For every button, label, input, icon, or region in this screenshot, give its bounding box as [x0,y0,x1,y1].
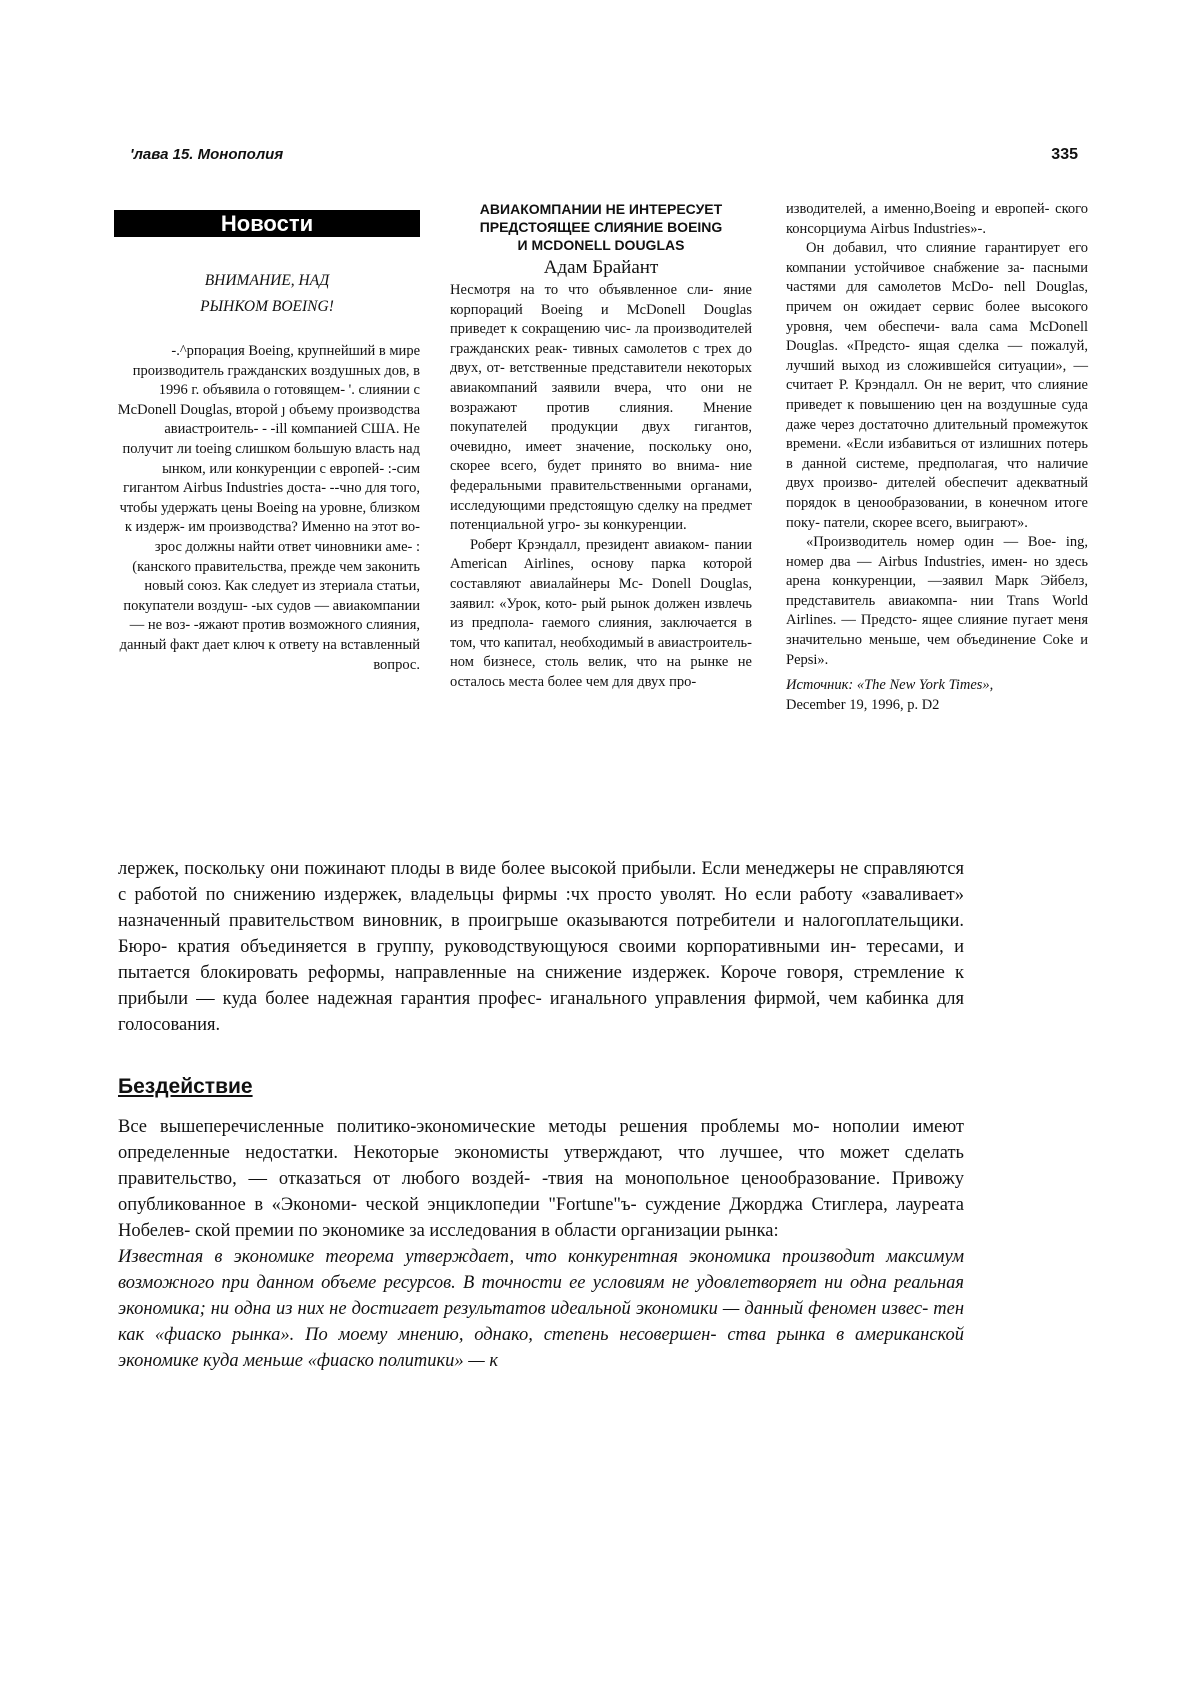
center-article-paragraph: Несмотря на то что объявленное сли- яние корпораций Boeing и McDonell Douglas приведет к сокращению чис- ла производителей гражданских реак- тивных самолетов с трех до двух, от- ветственные представители некоторых авиакомпаний заявили вчера, что они не возражают против слияния. Мнение покупателей продукции двух гигантов, очевидно, имеет значение, поскольку оно, скорее всего, будет принято во внима- ние федеральными правительственными органами, исследующими предстоящую сделку на предмет потенциальной угро- зы конкуренции. [450,282,752,534]
main-paragraph: Все вышеперечисленные политико-экономические методы решения проблемы мо- нополии имеют определенные недостатки. Некоторые экономисты утверждают, что лучшее, что может сделать правительство, — отказаться от любого воздей- -твия на монопольное ценообразование. Привожу опубликованное в «Экономи- ческой энциклопедии "Fortune"ъ- суждение Джорджа Стиглера, лауреата Нобелев- ской премии по экономике за исследования в области организации рынка: [118,1117,964,1241]
main-paragraph: лержек, поскольку они пожинают плоды в виде более высокой прибыли. Если менеджеры не справляются с работой по снижению издержек, владельцы фирмы :чх просто уволят. Но если работу «заваливает» назначенный правительством виновник, в проигрыше оказываются потребители и налогоплательщики. Бюро- кратия объединяется в группу, руководствующуюся своими корпоративными ин- тересами, и пытается блокировать реформы, направленные на снижение издержек. Короче говоря, стремление к прибыли — куда более надежная гарантия профес- иганального управления фирмой, чем кабинка для голосования. [118,859,964,1035]
left-article-body: -.^рпорация Boeing, крупнейший в мире производитель гражданских воздушных дов, в 1996 г. объявила о готовящем- '. слиянии с McDonell Douglas, второй ȷ объему производства авиастроитель- - -ill компанией США. Не получит ли toeing слишком большую власть над ынком, или конкуренции с европей- :-сим гигантом Airbus Industries доста- --чно для того, чтобы удержать цены Boeing на уровне, близком к издерж- им производства? Именно на этот во- зрос должны найти ответ чиновники аме- : (канского правительства, прежде чем законить новый союз. Как следует из зтериала статьи, покупатели воздуш- -ых судов — авиакомпании — не воз- -яжают против возможного слияния, данный факт дает ключ к ответу на вставленный вопрос. [117,343,420,673]
source-name: Источник: «The New York Times», [786,677,994,694]
chapter-title: 'лава 15. Монополия [130,146,284,163]
left-article-title [114,252,420,342]
left-article-title-line2: РЫНКОМ BOEING! [200,298,334,315]
source-date: December 19, 1996, p. D2 [786,696,940,713]
left-article [114,252,420,675]
right-article-paragraph: «Производитель номер один — Boe- ing, номер два — Airbus Industries, имен- но здесь арена конкуренции, —заявил Марк Эйбелз, представитель авиакомпа- нии Trans World Airlines. — Предсто- ящее слияние пугает меня значительно меньше, чем объединение Coke и Pepsi». [786,534,1088,668]
right-article-paragraph: изводителей, а именно,Boeing и европей- ского консорциума Airbus Industries»-. [786,201,1088,237]
right-article-paragraph: Он добавил, что слияние гарантирует его компании устойчивое снабжение за- пасными частями для самолетов McDo- nell Douglas, причем он ожидает сервис более высокого уровня, чем обеспечи- вала сама McDonell Douglas. «Предсто- ящая сделка — пожалуй, лучший выход из сложившейся ситуации», — считает Р. Крэндалл. Он не верит, что слияние приведет к повышению цен на воздушные суда даже через достаточно длительный промежуток времени. «Если избавиться от излишних потерь в данной системе, предполагая, что наличие двух произво- дителей обеспечит адекватный порядок в ценообразовании, в конечном итоге поку- патели, скорее всего, выиграют». [786,240,1088,531]
running-header [130,146,1078,170]
right-article [786,200,1088,715]
headline-line3: И MCDONELL DOUGLAS [517,237,685,253]
block-quote: Известная в экономике теорема утверждает, что конкурентная экономика производит максимум возможного при данном объеме ресурсов. В точности ее условиям не удовлетворяет ни одна реальная экономика; ни одна из них не достигает результатов идеальной экономики — данный феномен извес- тен как «фиаско рынка». По моему мнению, однако, степень несовершен- ства рынка в американской экономике куда меньше «фиаско политики» — к [118,1247,964,1371]
headline-line1: АВИАКОМПАНИИ НЕ ИНТЕРЕСУЕТ [479,201,723,217]
source-citation [786,676,1088,715]
news-label: Новости [114,210,420,237]
center-article-headline [450,200,752,254]
center-article [450,200,752,692]
center-article-paragraph: Роберт Крэндалл, президент авиаком- пании American Airlines, основу парка которой составляют авиалайнеры Mc- Donell Douglas, заявил: «Урок, кото- рый рынок должен извлечь из предпола- гаемого слияния, заключается в том, что капитал, необходимый в авиастроитель- ном бизнесе, столь велик, что на рынке не осталось места более чем для двух про- [450,536,752,690]
headline-line2: ПРЕДСТОЯЩЕЕ СЛИЯНИЕ BOEING [479,219,723,235]
main-text [118,856,964,1374]
page-number: 335 [1051,146,1078,163]
left-article-title-line1: ВНИМАНИЕ, НАД [204,272,330,289]
section-heading: Бездействие [118,1075,253,1098]
byline: Адам Брайант [543,257,659,278]
